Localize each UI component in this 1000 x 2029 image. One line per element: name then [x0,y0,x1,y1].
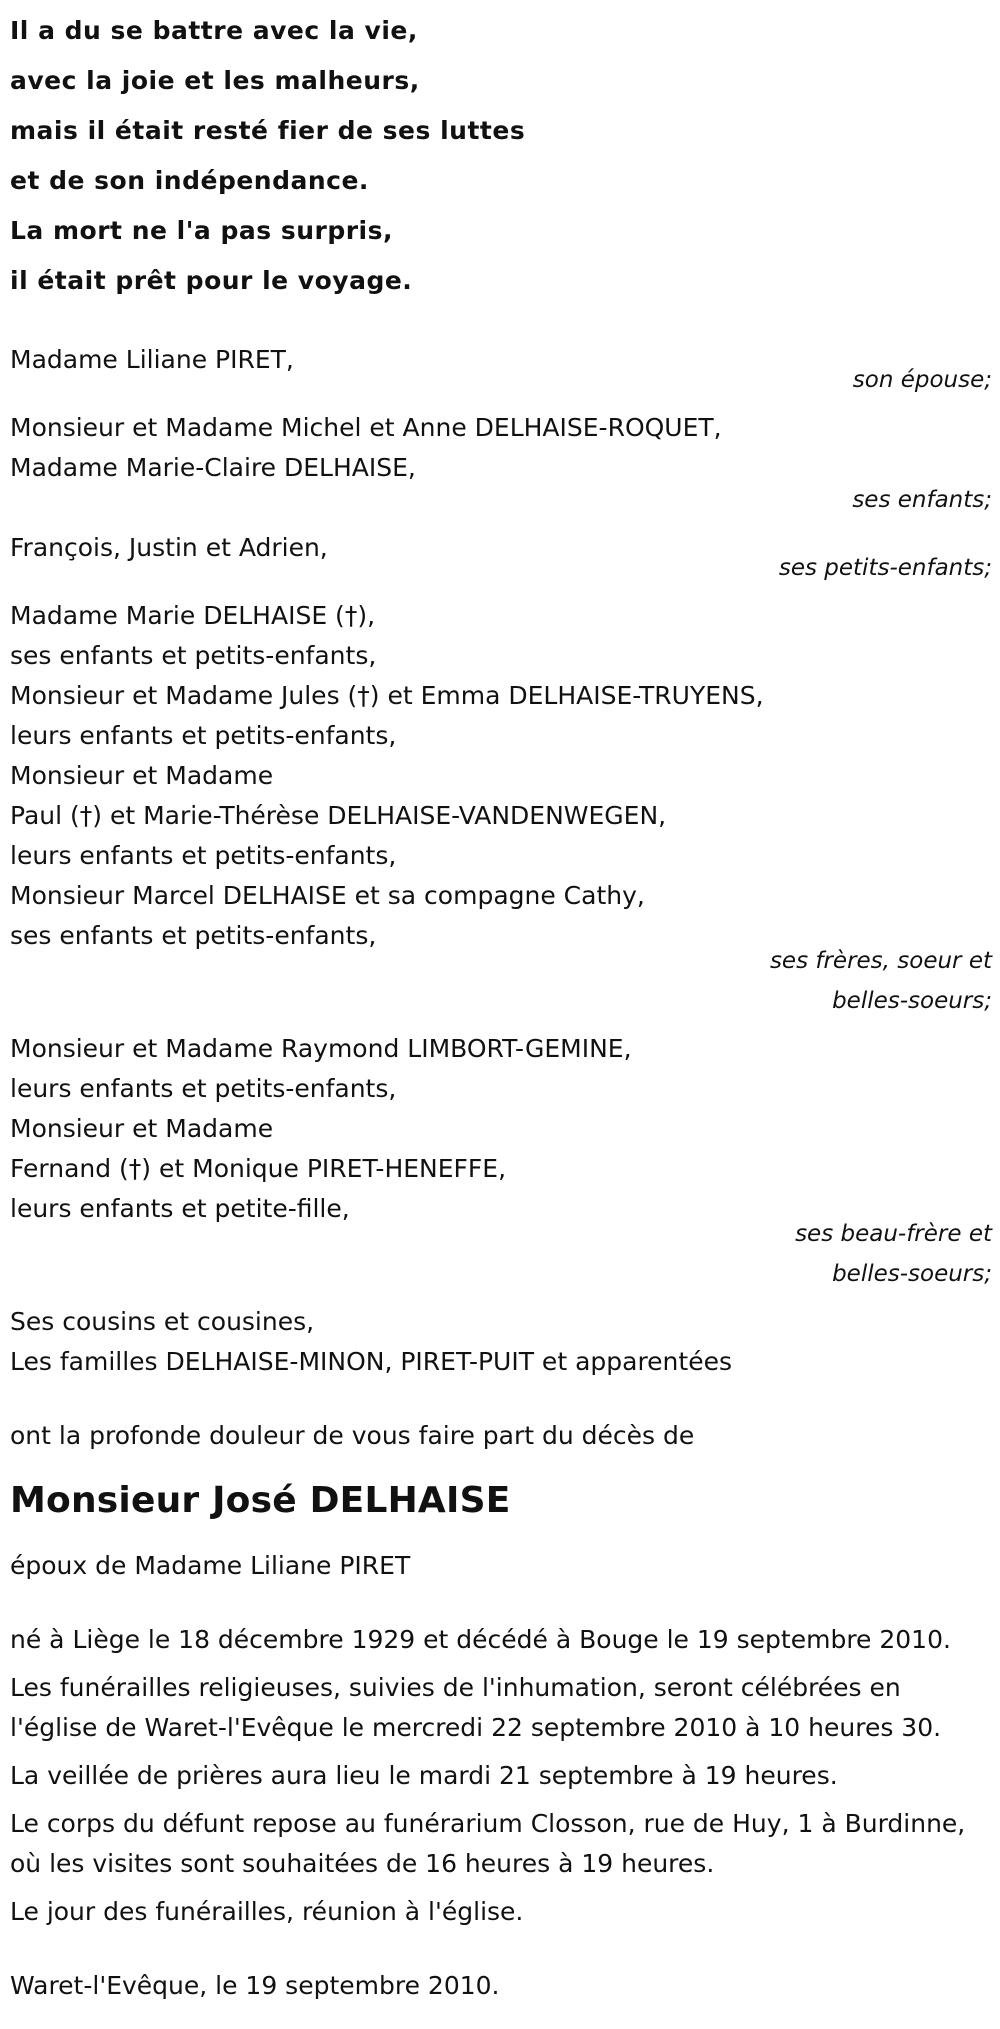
relation-label: ses beau-frère et [795,1221,992,1247]
family-line: ses enfants et petits-enfants, [10,641,377,670]
signoff: Waret-l'Evêque, le 19 septembre 2010. [10,1971,500,2000]
obituary-page [10,0,992,2006]
family-group-siblings [10,596,992,1021]
poem-line: mais il était resté fier de ses luttes [10,116,526,145]
family-group-children [10,408,992,520]
family-line: Madame Marie DELHAISE (†), [10,601,376,630]
family-line: Monsieur et Madame Michel et Anne DELHAISE-ROQUET, [10,413,722,442]
family-line: leurs enfants et petits-enfants, [10,841,397,870]
family-line: Ses cousins et cousines, [10,1307,315,1336]
family-group-spouse [10,340,992,400]
relation-label: ses frères, soeur et [769,948,992,974]
family-line: leurs enfants et petits-enfants, [10,721,397,750]
family-line: Paul (†) et Marie-Thérèse DELHAISE-VANDENWEGEN, [10,801,667,830]
family-line: Monsieur et Madame [10,761,274,790]
family-line: leurs enfants et petite-fille, [10,1194,350,1223]
deceased-name: Monsieur José DELHAISE [10,1480,511,1521]
family-line: Madame Marie-Claire DELHAISE, [10,453,416,482]
poem [10,0,992,306]
detail-paragraph: né à Liège le 18 décembre 1929 et décédé à Bouge le 19 septembre 2010. [10,1625,951,1654]
detail-paragraph: La veillée de prières aura lieu le mardi 21 septembre à 19 heures. [10,1761,838,1790]
relation-label: son épouse; [852,367,992,393]
announcement-text: ont la profonde douleur de vous faire part du décès de [10,1421,695,1450]
poem-line: Il a du se battre avec la vie, [10,16,418,45]
family-line: François, Justin et Adrien, [10,533,328,562]
family-line: Fernand (†) et Monique PIRET-HENEFFE, [10,1154,507,1183]
family-line: Les familles DELHAISE-MINON, PIRET-PUIT et apparentées [10,1347,732,1376]
family-line: Madame Liliane PIRET, [10,345,294,374]
detail-paragraph: Le jour des funérailles, réunion à l'église. [10,1897,524,1926]
relation-label: belles-soeurs; [832,988,992,1014]
family-line: ses enfants et petits-enfants, [10,921,377,950]
detail-paragraph: Le corps du défunt repose au funérarium Closson, rue de Huy, 1 à Burdinne, où les visites sont souhaitées de 16 heures à 19 heures. [10,1809,966,1878]
poem-line: avec la joie et les malheurs, [10,66,420,95]
family-line: leurs enfants et petits-enfants, [10,1074,397,1103]
poem-line: La mort ne l'a pas surpris, [10,216,393,245]
detail-paragraph: Les funérailles religieuses, suivies de l'inhumation, seront célébrées en l'église de Waret-l'Evêque le mercredi 22 septembre 2010 à 10 heures 30. [10,1673,942,1742]
family-group-in-laws [10,1029,992,1294]
family-group-grandchildren [10,528,992,588]
family-line: Monsieur et Madame [10,1114,274,1143]
family-line: Monsieur Marcel DELHAISE et sa compagne Cathy, [10,881,645,910]
relation-label: belles-soeurs; [832,1261,992,1287]
family-line: Monsieur et Madame Raymond LIMBORT-GEMINE, [10,1034,632,1063]
poem-line: il était prêt pour le voyage. [10,266,413,295]
cousins-block [10,1302,992,1382]
family-line: Monsieur et Madame Jules (†) et Emma DELHAISE-TRUYENS, [10,681,764,710]
relation-label: ses enfants; [852,487,992,513]
poem-line: et de son indépendance. [10,166,369,195]
spouse-line: époux de Madame Liliane PIRET [10,1551,411,1580]
relation-label: ses petits-enfants; [778,555,992,581]
